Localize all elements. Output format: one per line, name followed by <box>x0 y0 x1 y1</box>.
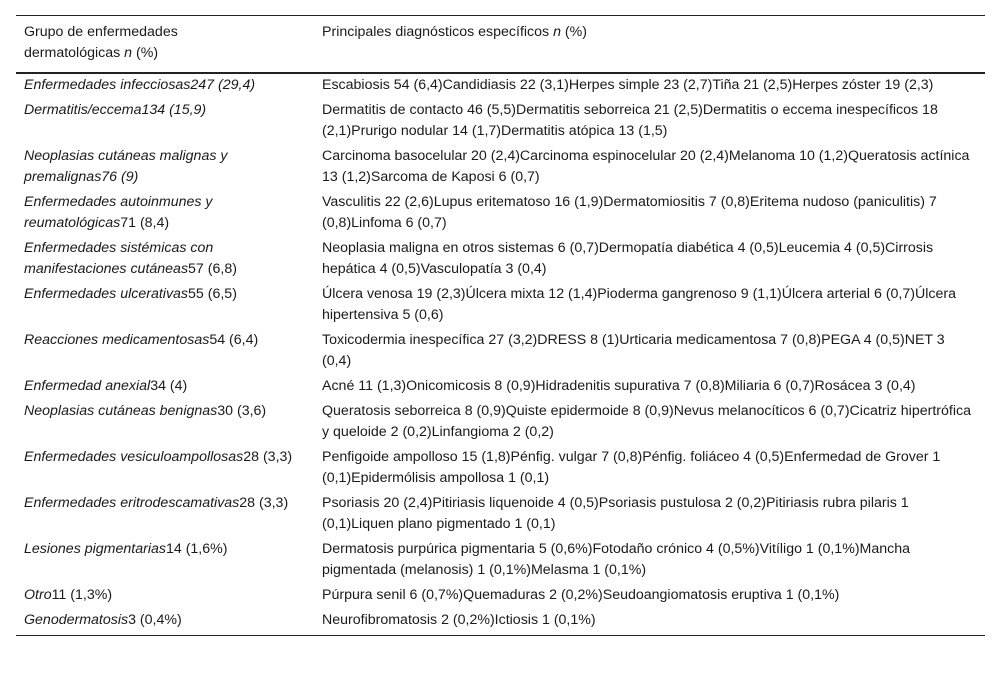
disease-group-cell <box>16 145 314 191</box>
table-row <box>16 329 985 375</box>
disease-group-count: 30 (3,6) <box>217 403 267 419</box>
table-row <box>16 283 985 329</box>
disease-group-name: Enfermedades autoinmunes y reumatológicas <box>24 194 213 231</box>
main-diagnoses-cell: Psoriasis 20 (2,4)Pitiriasis liquenoide 4 (0,5)Psoriasis pustulosa 2 (0,2)Pitiriasis rubra pilaris 1 (0,1)Liquen plano pigmentado 1 (0,1) <box>322 495 909 532</box>
table-row <box>16 400 985 446</box>
disease-group-cell <box>16 237 314 283</box>
table-row <box>16 99 985 145</box>
disease-group-cell <box>16 73 314 99</box>
table-row <box>16 584 985 609</box>
disease-group-cell <box>16 538 314 584</box>
disease-group-cell <box>16 283 314 329</box>
diagnosis-table <box>16 15 985 636</box>
disease-group-count: 71 (8,4) <box>120 215 170 231</box>
table-body <box>16 73 985 636</box>
diagnosis-table-container <box>16 15 985 636</box>
disease-group-count: 28 (3,3) <box>239 495 289 511</box>
main-diagnoses-cell: Dermatitis de contacto 46 (5,5)Dermatitis seborreica 21 (2,5)Dermatitis o eccema inespecíficos 18 (2,1)Prurigo nodular 14 (1,7)Dermatitis atópica 13 (1,5) <box>322 102 938 139</box>
main-diagnoses-cell: Carcinoma basocelular 20 (2,4)Carcinoma espinocelular 20 (2,4)Melanoma 10 (1,2)Queratosis actínica 13 (1,2)Sarcoma de Kaposi 6 (0,7) <box>322 148 970 185</box>
main-diagnoses-cell: Úlcera venosa 19 (2,3)Úlcera mixta 12 (1,4)Pioderma gangrenoso 9 (1,1)Úlcera arterial 6 (0,7)Úlcera hipertensiva 5 (0,6) <box>322 286 956 323</box>
disease-group-count: 54 (6,4) <box>209 332 259 348</box>
disease-group-name: Neoplasias cutáneas benignas <box>24 403 218 419</box>
disease-group-cell <box>16 400 314 446</box>
disease-group-name: Neoplasias cutáneas malignas y premalignas76 (9) <box>24 148 228 185</box>
main-diagnoses-cell: Penfigoide ampolloso 15 (1,8)Pénfig. vulgar 7 (0,8)Pénfig. foliáceo 4 (0,5)Enfermedad de Grover 1 (0,1)Epidermólisis ampollosa 1 (0,1) <box>322 449 941 486</box>
main-diagnoses-cell: Dermatosis purpúrica pigmentaria 5 (0,6%)Fotodaño crónico 4 (0,5%)Vitíligo 1 (0,1%)Mancha pigmentada (melanosis) 1 (0,1%)Melasma 1 (0,1%) <box>322 541 911 578</box>
disease-group-name: Lesiones pigmentarias <box>24 541 166 557</box>
disease-group-cell <box>16 329 314 375</box>
table-row <box>16 375 985 400</box>
main-diagnoses-cell: Neoplasia maligna en otros sistemas 6 (0,7)Dermopatía diabética 4 (0,5)Leucemia 4 (0,5)Cirrosis hepática 4 (0,5)Vasculopatía 3 (0,4) <box>322 240 934 277</box>
disease-group-name: Genodermatosis <box>24 612 129 628</box>
disease-group-name: Otro <box>24 587 52 603</box>
disease-group-cell <box>16 584 314 609</box>
header-main-diagnoses-text: Principales diagnósticos específicos <box>322 24 554 40</box>
header-disease-group-line1: Grupo de enfermedades <box>24 24 178 40</box>
disease-group-cell <box>16 375 314 400</box>
table-row <box>16 446 985 492</box>
header-disease-group-suffix: (%) <box>132 45 159 61</box>
disease-group-name: Reacciones medicamentosas <box>24 332 210 348</box>
disease-group-cell <box>16 99 314 145</box>
main-diagnoses-cell: Toxicodermia inespecífica 27 (3,2)DRESS 8 (1)Urticaria medicamentosa 7 (0,8)PEGA 4 (0,5)NET 3 (0,4) <box>322 332 945 369</box>
header-main-diagnoses-n: n <box>553 24 561 40</box>
main-diagnoses-cell: Púrpura senil 6 (0,7%)Quemaduras 2 (0,2%)Seudoangiomatosis eruptiva 1 (0,1%) <box>322 587 840 603</box>
disease-group-count: 14 (1,6%) <box>165 541 228 557</box>
disease-group-name: Enfermedades infecciosas247 (29,4) <box>24 77 256 93</box>
disease-group-count: 34 (4) <box>150 378 188 394</box>
disease-group-name: Dermatitis/eccema134 (15,9) <box>24 102 207 118</box>
table-row <box>16 191 985 237</box>
disease-group-count: 57 (6,8) <box>188 261 237 277</box>
disease-group-cell <box>16 492 314 538</box>
header-disease-group-line2: dermatológicas <box>24 45 125 61</box>
table-row <box>16 73 985 99</box>
header-disease-group <box>16 16 314 74</box>
main-diagnoses-cell: Escabiosis 54 (6,4)Candidiasis 22 (3,1)Herpes simple 23 (2,7)Tiña 21 (2,5)Herpes zóster 19 (2,3) <box>322 77 934 93</box>
disease-group-count: 28 (3,3) <box>243 449 293 465</box>
disease-group-name: Enfermedad anexial <box>24 378 151 394</box>
disease-group-cell <box>16 191 314 237</box>
table-row <box>16 538 985 584</box>
main-diagnoses-cell: Vasculitis 22 (2,6)Lupus eritematoso 16 (1,9)Dermatomiositis 7 (0,8)Eritema nudoso (paniculitis) 7 (0,8)Linfoma 6 (0,7) <box>322 194 937 231</box>
header-disease-group-n: n <box>124 45 133 61</box>
disease-group-name: Enfermedades sistémicas con manifestaciones cutáneas <box>24 240 214 277</box>
table-row <box>16 145 985 191</box>
disease-group-count: 55 (6,5) <box>188 286 237 302</box>
table-row <box>16 492 985 538</box>
disease-group-count: 11 (1,3%) <box>51 587 113 603</box>
main-diagnoses-cell: Queratosis seborreica 8 (0,9)Quiste epidermoide 8 (0,9)Nevus melanocíticos 6 (0,7)Cicatriz hipertrófica y queloide 2 (0,2)Linfangioma 2 (0,2) <box>322 403 971 440</box>
disease-group-name: Enfermedades ulcerativas <box>24 286 189 302</box>
disease-group-name: Enfermedades eritrodescamativas <box>24 495 240 511</box>
disease-group-cell <box>16 446 314 492</box>
table-row <box>16 609 985 636</box>
main-diagnoses-cell: Neurofibromatosis 2 (0,2%)Ictiosis 1 (0,1%) <box>314 609 985 636</box>
disease-group-cell <box>16 609 314 636</box>
header-main-diagnoses-suffix: (%) <box>560 24 587 40</box>
main-diagnoses-cell: Acné 11 (1,3)Onicomicosis 8 (0,9)Hidradenitis supurativa 7 (0,8)Miliaria 6 (0,7)Rosácea 3 (0,4) <box>322 378 916 394</box>
table-row <box>16 237 985 283</box>
header-main-diagnoses <box>314 16 985 74</box>
disease-group-name: Enfermedades vesiculoampollosas <box>24 449 244 465</box>
table-header-row <box>16 16 985 74</box>
disease-group-count: 3 (0,4%) <box>128 612 182 628</box>
